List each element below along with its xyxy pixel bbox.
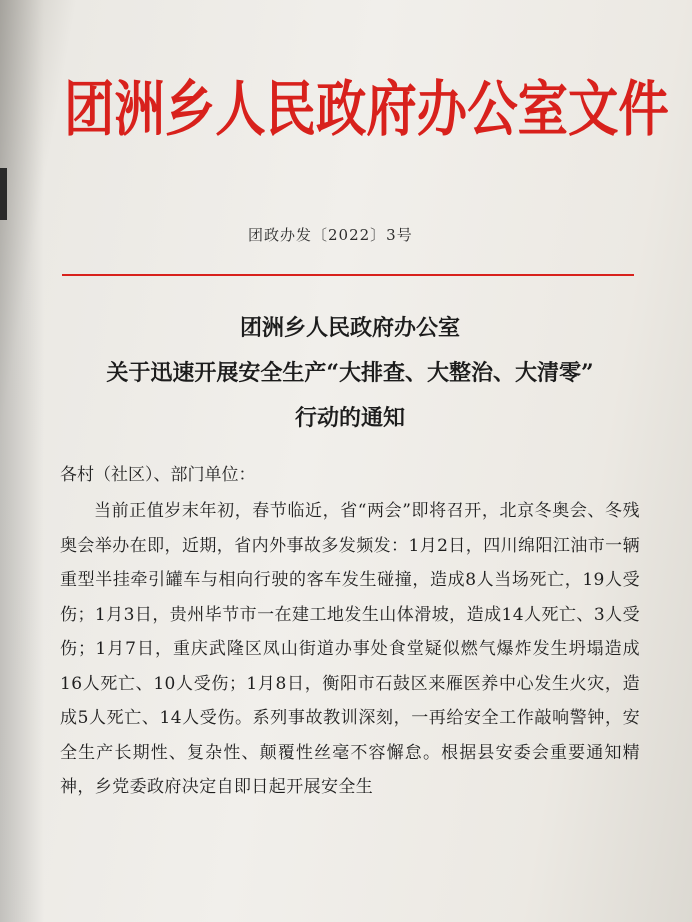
red-divider-line [62, 274, 634, 276]
notice-title-line-3: 行动的通知 [294, 405, 405, 431]
notice-title-line-2: 关于迅速开展安全生产“大排查、大整治、大清零” [106, 360, 594, 386]
binding-mark [0, 168, 7, 220]
document-number: 团政办发〔2022〕3号 [248, 226, 413, 244]
addressee: 各村（社区）、部门单位： [60, 465, 256, 485]
red-header-title: 团洲乡人民政府办公室文件 [64, 75, 669, 145]
page-shadow [0, 0, 44, 922]
notice-title-line-1: 团洲乡人民政府办公室 [239, 315, 460, 341]
body-paragraph: 当前正值岁末年初，春节临近，省“两会”即将召开，北京冬奥会、冬残奥会举办在即，近期，省内外事故多发频发：1月2日，四川绵阳江油市一辆重型半挂牵引罐车与相向行驶的客车发生碰撞，造成8人当场死亡，19人受伤；1月3日，贵州毕节市一在建工地发生山体滑坡，造成14人死亡、3人受伤；1月7日，重庆武隆区凤山街道办事处食堂疑似燃气爆炸发生坍塌造成16人死亡、10人受伤；1月8日，衡阳市石鼓区来雁医养中心发生火灾，造成5人死亡、14人受伤。系列事故教训深刻，一再给安全工作敲响警钟，安全生产长期性、复杂性、颠覆性丝毫不容懈怠。根据县安委会重要通知精神，乡党委政府决定自即日起开展安全生 [60, 501, 640, 797]
notice-title [60, 306, 640, 441]
